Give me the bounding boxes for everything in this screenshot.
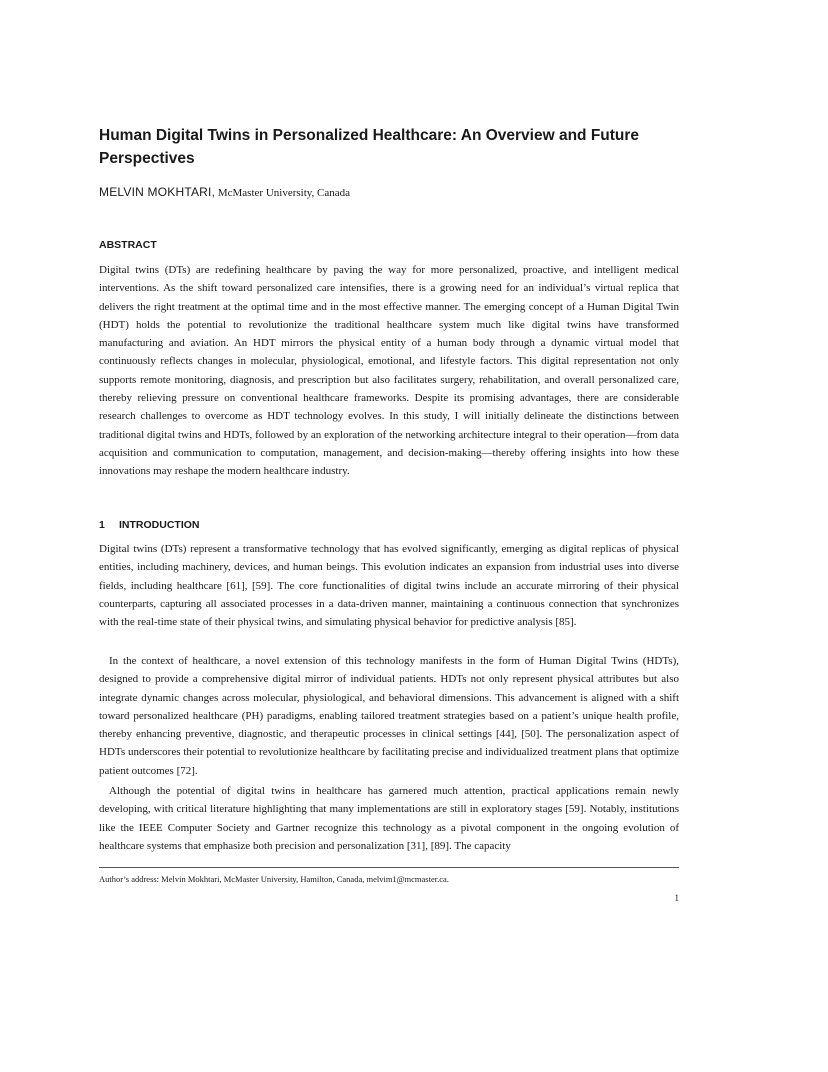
section-title: INTRODUCTION xyxy=(119,519,200,531)
introduction-paragraph-3: Although the potential of digital twins in healthcare has garnered much attention, practical applications remain newly developing, with critical literature highlighting that many implementations are still in exploratory stages [59]. Notably, institutions like the IEEE Computer Society and Gartner recognize this technology as a pivotal component in the ongoing evolution of healthcare systems that emphasize both precision and personalization [31], [89]. The capacity xyxy=(99,785,679,852)
abstract-heading: ABSTRACT xyxy=(99,239,157,251)
footnote-rule xyxy=(99,867,679,868)
introduction-paragraph-1: Digital twins (DTs) represent a transformative technology that has evolved significantly, emerging as digital replicas of physical entities, including machinery, devices, and human beings. This evolution indicates an expansion from industrial uses into diverse fields, including healthcare [61], [59]. The core functionalities of digital twins include an accurate mirroring of their physical counterparts, capturing all associated processes in a data-driven manner, maintaining a continuous connection that synchronizes with the real-time state of their physical twins, and simulating physical behavior for predictive analysis [85]. xyxy=(99,543,679,629)
introduction-paragraph-2: In the context of healthcare, a novel extension of this technology manifests in the form of Human Digital Twins (HDTs), designed to provide a comprehensive digital mirror of individual patients. HDTs not only represent physical attributes but also integrate dynamic changes across molecular, physiological, and behavioral dimensions. This advancement is aligned with a shift toward personalized healthcare (PH) paradigms, enabling tailored treatment strategies based on a patient’s unique health profile, thereby enhancing preventive, diagnostic, and therapeutic processes in clinical settings [44], [50]. The personalization aspect of HDTs underscores their potential to revolutionize healthcare by facilitating precise and individualized treatment plans that optimize patient outcomes [72]. xyxy=(99,655,679,777)
author-line xyxy=(99,184,679,201)
author-name: MELVIN MOKHTARI, xyxy=(99,185,216,199)
author-address-footnote: Author’s address: Melvin Mokhtari, McMaster University, Hamilton, Canada, melvim1@mcmaster.ca. xyxy=(99,874,449,884)
abstract-text: Digital twins (DTs) are redefining healthcare by paving the way for more personalized, proactive, and intelligent medical interventions. As the shift toward personalized care intensifies, there is a growing need for an individual’s virtual replica that delivers the right treatment at the optimal time and in the most effective manner. The emerging concept of a Human Digital Twin (HDT) holds the potential to revolutionize the traditional healthcare system much like digital twins have transformed manufacturing and aviation. An HDT mirrors the physical entity of a human body through a dynamic virtual model that continuously reflects changes in molecular, physiological, emotional, and lifestyle factors. This digital representation not only supports remote monitoring, diagnosis, and prescription but also facilitates surgery, rehabilitation, and overall personalized care, thereby relieving pressure on conventional healthcare frameworks. Despite its promising advantages, there are considerable research challenges to overcome as HDT technology evolves. In this study, I will initially delineate the distinctions between traditional digital twins and HDTs, followed by an exploration of the networking architecture integral to their operation—from data acquisition and communication to computation, management, and decision-making—thereby offering insights into how these innovations may reshape the modern healthcare industry. xyxy=(99,264,679,478)
paper-title: Human Digital Twins in Personalized Healthcare: An Overview and Future Perspectives xyxy=(99,127,640,167)
author-affiliation: McMaster University, Canada xyxy=(217,187,351,199)
section-number: 1 xyxy=(99,519,105,531)
introduction-heading xyxy=(99,518,679,532)
page-number: 1 xyxy=(674,893,679,903)
